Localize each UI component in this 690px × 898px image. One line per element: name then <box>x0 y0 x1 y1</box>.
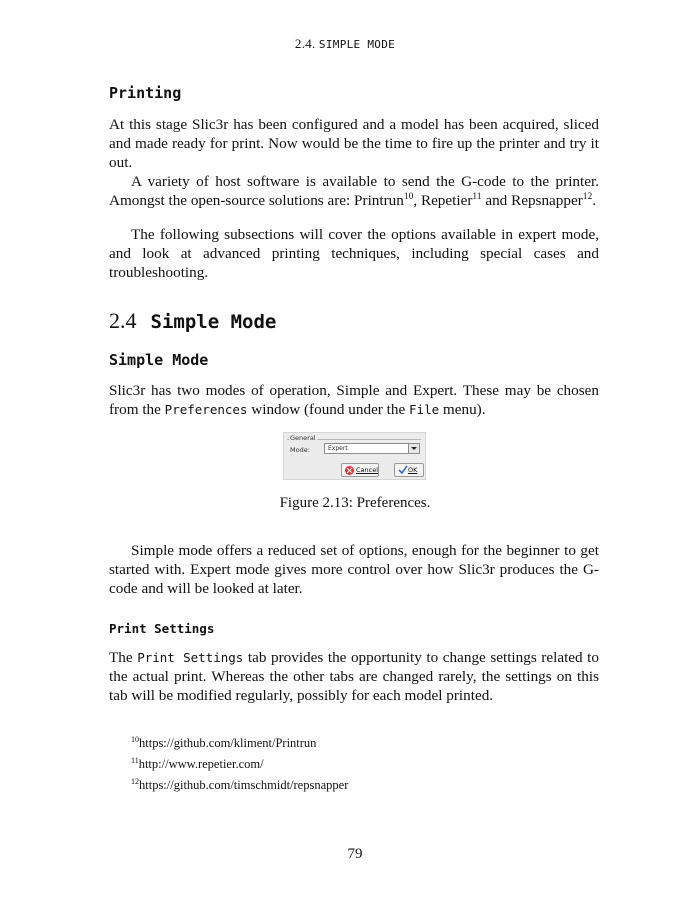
printing-paragraph-1: At this stage Slic3r has been configured and a model has been acquired, sliced and made ready for print. Now would be the time to fire up the printer and try it out. <box>109 116 599 171</box>
footnote-link[interactable]: http://www.repetier.com/ <box>138 757 264 772</box>
cancel-button-label: Cancel <box>356 466 379 474</box>
running-head-title: SIMPLE MODE <box>318 38 396 51</box>
section-title: Simple Mode <box>150 311 277 333</box>
running-head-number: 2.4. <box>294 36 316 51</box>
simple-mode-paragraph-2: Simple mode offers a reduced set of options, enough for the beginner to get started with. Expert mode gives more control over how Slic3r produces the G-code and will be looked at later. <box>109 542 599 597</box>
page-number: 79 <box>347 846 363 862</box>
footnote-12: $^{12}$https://github.com/timschmidt/repsnapper <box>131 777 349 793</box>
print-settings-paragraph: The Print Settings tab provides the opportunity to change settings related to the actual print. Whereas the other tabs are changed rarely, the settings on this tab will be modified regularly, possibly for each model printed. <box>109 649 599 704</box>
print-settings-heading: Print Settings <box>109 621 215 636</box>
printing-paragraph-3: The following subsections will cover the options available in expert mode, and look at advanced printing techniques, including special cases and troubleshooting. <box>109 226 599 281</box>
mode-select-value: Expert <box>328 445 348 452</box>
footnote-ref-12[interactable]: 12 <box>582 191 593 202</box>
cancel-button[interactable] <box>341 463 379 477</box>
printing-paragraph-2: A variety of host software is available to send the G-code to the printer. Amongst the open-source solutions are: Printrun$^{10}$, Repetier$^{11}$ and Repsnapper$^{12}$. <box>109 173 599 209</box>
footnote-10: $^{10}$https://github.com/kliment/Printrun <box>131 735 317 751</box>
preferences-figure <box>283 432 426 480</box>
general-group-label: General <box>290 434 316 442</box>
section-number: 2.4 <box>109 308 137 333</box>
ok-button[interactable] <box>394 463 424 477</box>
mode-select[interactable] <box>324 443 420 454</box>
printing-heading: Printing <box>109 84 182 102</box>
figure-caption: Figure 2.13: Preferences. <box>279 495 431 511</box>
footnotes <box>131 731 348 794</box>
simple-mode-heading: Simple Mode <box>109 351 209 369</box>
ok-button-label: OK <box>408 466 418 474</box>
mode-label: Mode: <box>290 446 310 454</box>
footnote-link[interactable]: https://github.com/kliment/Printrun <box>139 736 317 751</box>
footnote-link[interactable]: https://github.com/timschmidt/repsnapper <box>139 778 349 793</box>
chevron-down-icon[interactable] <box>408 444 419 453</box>
footnote-ref-11[interactable]: 11 <box>472 191 482 202</box>
cancel-icon <box>345 466 354 475</box>
footnote-11: $^{11}$http://www.repetier.com/ <box>131 756 264 772</box>
preferences-code: Preferences <box>164 402 248 417</box>
footnote-ref-10[interactable]: 10 <box>403 191 414 202</box>
simple-mode-paragraph-1: Slic3r has two modes of operation, Simple and Expert. These may be chosen from the Preferences window (found under the File menu). <box>109 382 599 418</box>
file-menu-code: File <box>409 402 440 417</box>
section-heading <box>109 308 276 334</box>
running-head <box>0 36 690 52</box>
print-settings-code: Print Settings <box>137 650 244 665</box>
ok-check-icon <box>398 465 408 475</box>
